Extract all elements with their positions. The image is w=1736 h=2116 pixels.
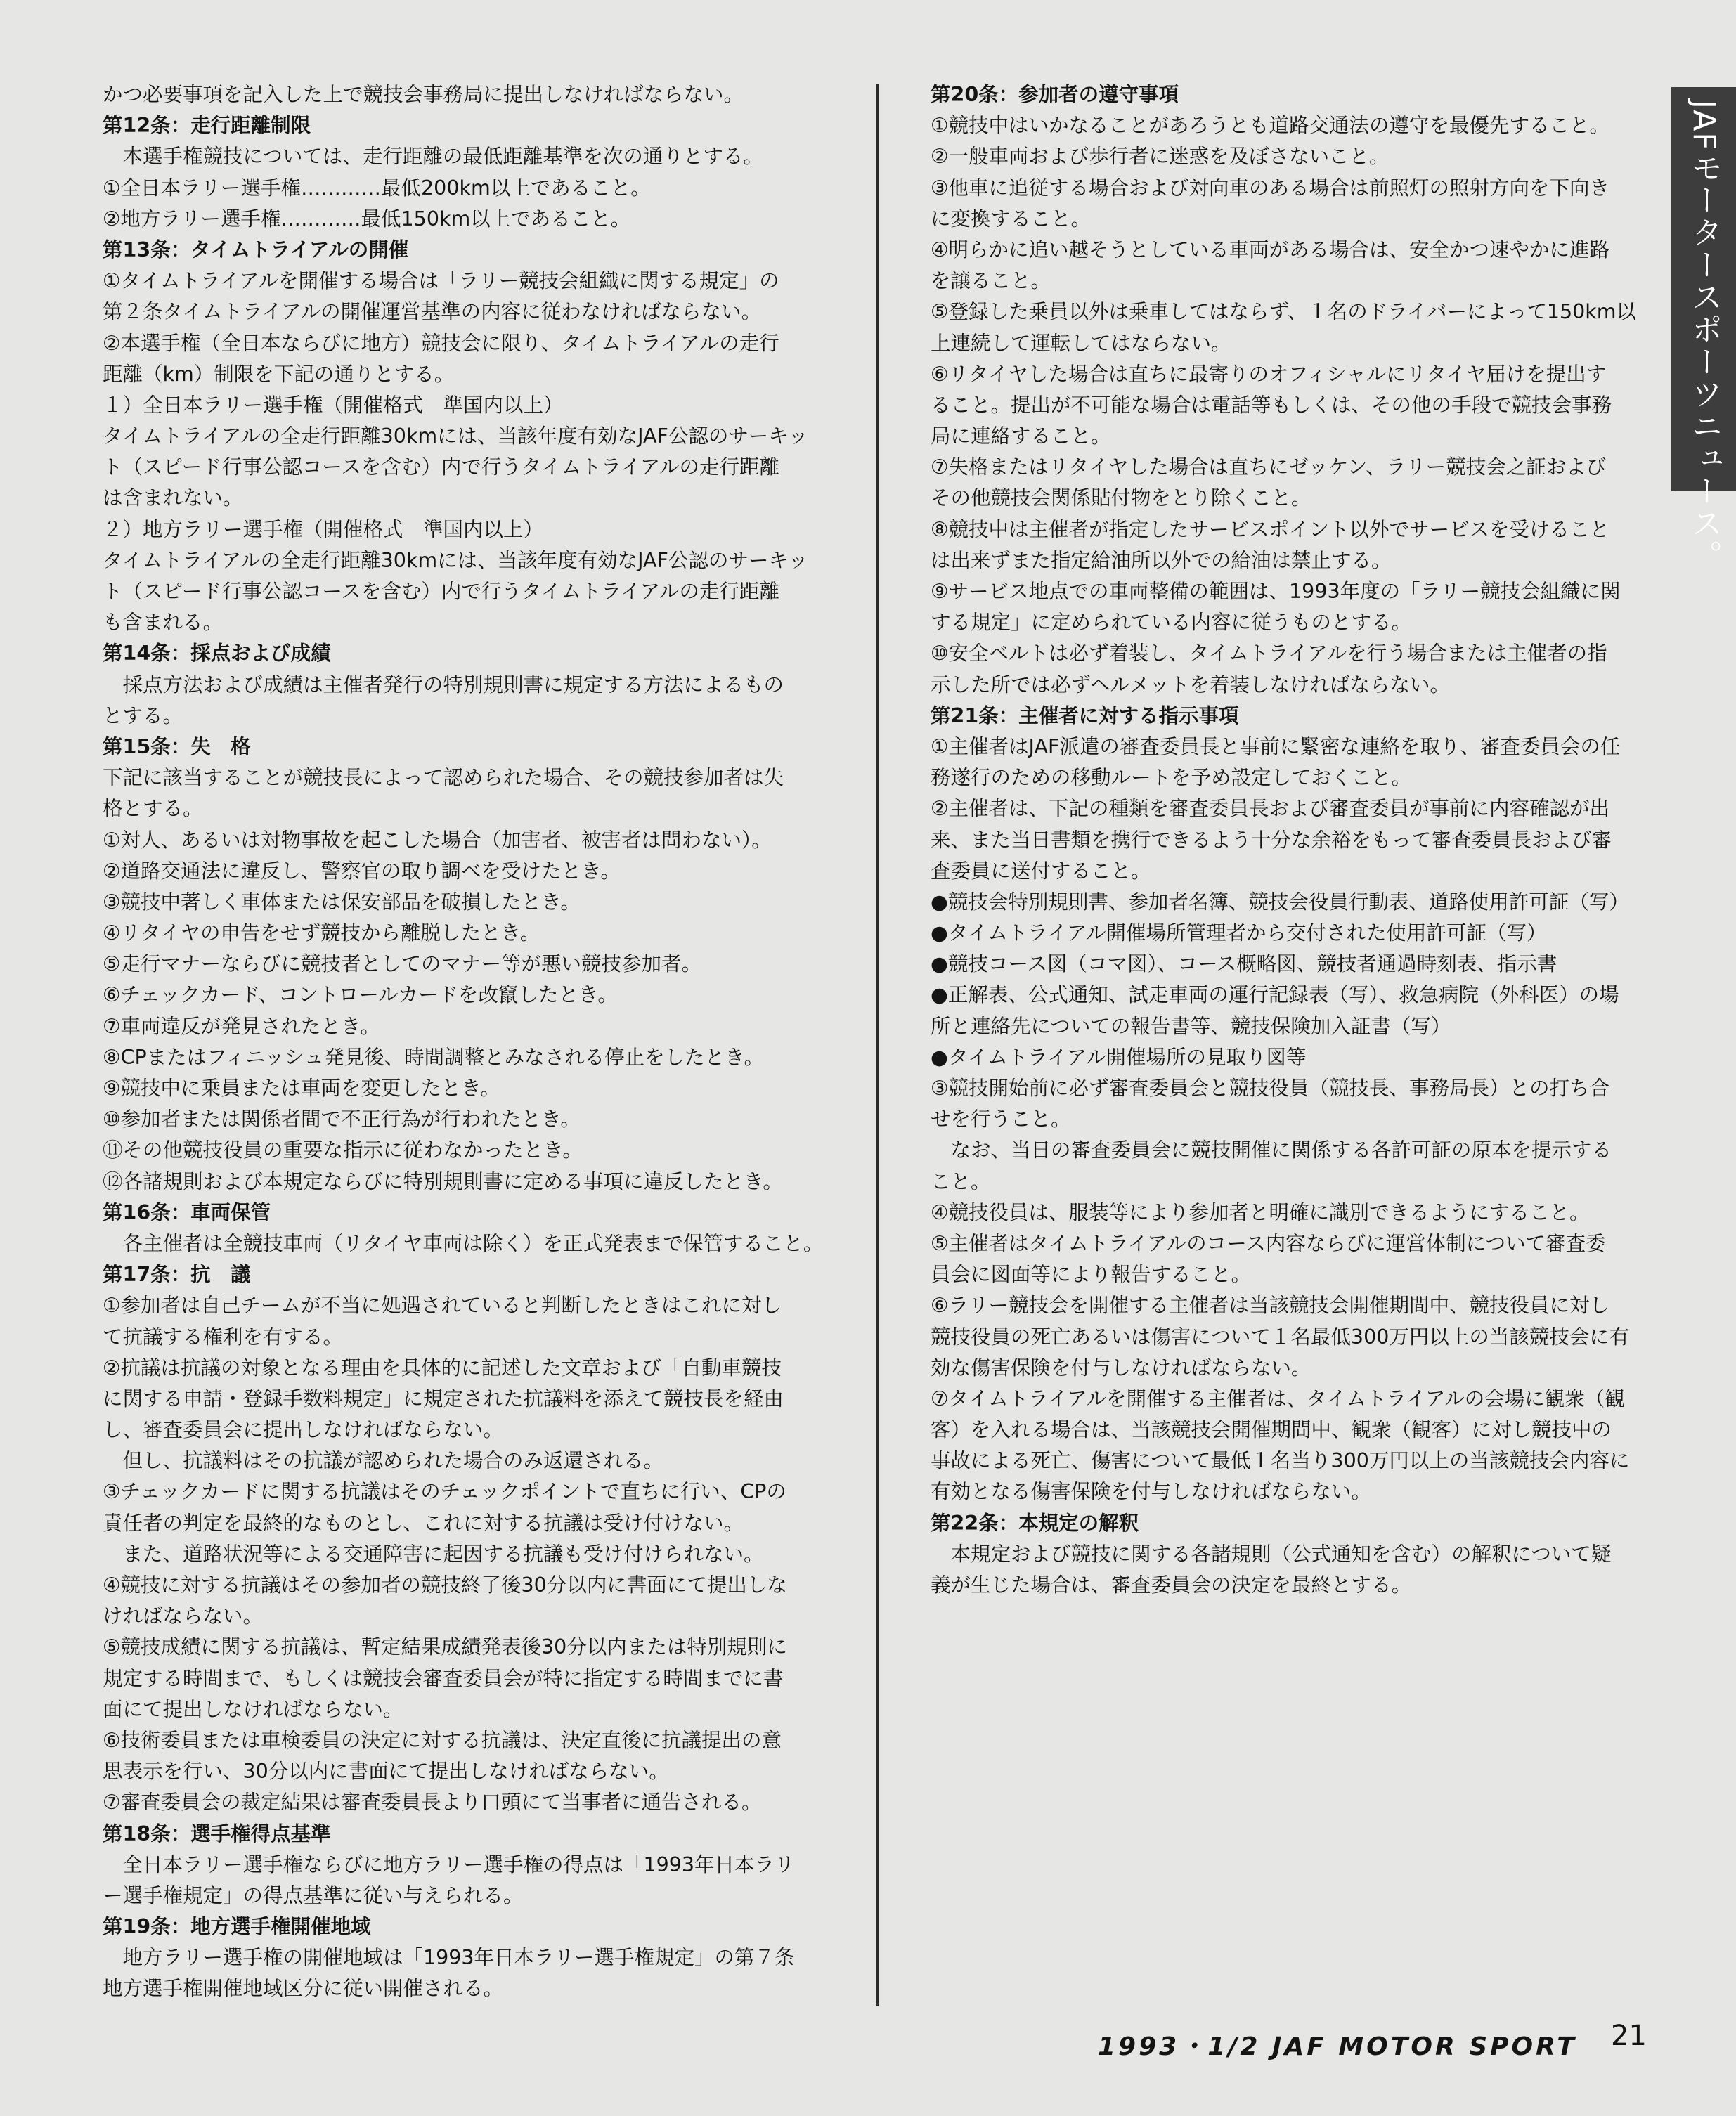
text-line: ③競技中著しく車体または保安部品を破損したとき。: [103, 890, 581, 914]
text-line: 本規定および競技に関する各諸規則（公式通知を含む）の解釈について疑: [931, 1542, 1612, 1566]
right-column: [931, 79, 1636, 1601]
text-line: する規定」に定められている内容に従うものとする。: [931, 611, 1412, 635]
text-line: せを行うこと。: [931, 1108, 1071, 1131]
text-line: ⑦審査委員会の裁定結果は審査委員長より口頭にて当事者に通告される。: [103, 1791, 762, 1815]
text-line: ければならない。: [103, 1604, 264, 1628]
text-line: ること。提出が不可能な場合は電話等もしくは、その他の手段で競技会事務: [931, 393, 1612, 417]
left-column: [103, 79, 824, 2005]
text-line: ②道路交通法に違反し、警察官の取り調べを受けたとき。: [103, 859, 621, 883]
text-line: 事故による死亡、傷害について最低１名当り300万円以上の当該競技会内容に: [931, 1449, 1630, 1473]
text-line: 格とする。: [103, 797, 203, 821]
text-line: また、道路状況等による交通障害に起因する抗議も受け付けられない。: [103, 1542, 764, 1566]
text-line: ④競技役員は、服装等により参加者と明確に識別できるようにすること。: [931, 1200, 1590, 1224]
text-line: ●競技コース図（コマ図）、コース概略図、競技者通過時刻表、指示書: [931, 952, 1557, 976]
page-number: 21: [1611, 2020, 1647, 2052]
text-line: ⑤走行マナーならびに競技者としてのマナー等が悪い競技参加者。: [103, 952, 702, 976]
text-line: １）全日本ラリー選手権（開催格式 準国内以上）: [103, 393, 564, 417]
text-line: 局に連絡すること。: [931, 424, 1111, 448]
text-line: 査委員に送付すること。: [931, 859, 1151, 883]
text-line: ⑪その他競技役員の重要な指示に従わなかったとき。: [103, 1138, 583, 1162]
text-line: 思表示を行い、30分以内に書面にて提出しなければならない。: [103, 1760, 669, 1784]
text-line: ①競技中はいかなることがあろうとも道路交通法の遵守を最優先すること。: [931, 114, 1610, 138]
text-line: ト（スピード行事公認コースを含む）内で行うタイムトライアルの走行距離: [103, 580, 780, 603]
text-line: ⑦タイムトライアルを開催する主催者は、タイムトライアルの会場に観衆（観: [931, 1387, 1625, 1410]
text-line: ⑨競技中に乗員または車両を変更したとき。: [103, 1077, 500, 1100]
text-line: ③他車に追従する場合および対向車のある場合は前照灯の照射方向を下向き: [931, 176, 1610, 200]
text-line: を譲ること。: [931, 269, 1051, 293]
text-line: ⑤登録した乗員以外は乗車してはならず、１名のドライバーによって150km以: [931, 300, 1637, 324]
text-line: 義が生じた場合は、審査委員会の決定を最終とする。: [931, 1573, 1412, 1597]
text-line: ⑨サービス地点での車両整備の範囲は、1993年度の「ラリー競技会組織に関: [931, 580, 1621, 603]
text-line: 員会に図面等により報告すること。: [931, 1263, 1252, 1287]
text-line: 下記に該当することが競技長によって認められた場合、その競技参加者は失: [103, 766, 784, 790]
text-line: ⑧CPまたはフィニッシュ発見後、時間調整とみなされる停止をしたとき。: [103, 1045, 765, 1069]
text-line: 地方ラリー選手権の開催地域は「1993年日本ラリー選手権規定」の第７条: [103, 1946, 795, 1970]
text-line: ②主催者は、下記の種類を審査委員長および審査委員が事前に内容確認が出: [931, 797, 1610, 821]
text-line: 面にて提出しなければならない。: [103, 1697, 403, 1721]
text-line: 責任者の判定を最終的なものとし、これに対する抗議は受け付けない。: [103, 1511, 744, 1535]
text-line: とする。: [103, 703, 183, 727]
text-line: 但し、抗議料はその抗議が認められた場合のみ返還される。: [103, 1449, 664, 1473]
article-heading: 第20条：参加者の遵守事項: [931, 83, 1179, 106]
text-line: ②一般車両および歩行者に迷惑を及ぼさないこと。: [931, 145, 1390, 169]
section-tab: [1671, 87, 1736, 572]
text-line: 第２条タイムトライアルの開催運営基準の内容に従わなければならない。: [103, 300, 762, 324]
text-line: ④明らかに追い越そうとしている車両がある場合は、安全かつ速やかに進路: [931, 238, 1610, 261]
article-heading: 第19条：地方選手権開催地域: [103, 1915, 371, 1939]
text-line: ⑩参加者または関係者間で不正行為が行われたとき。: [103, 1108, 581, 1131]
text-line: ①全日本ラリー選手権…………最低200km以上であること。: [103, 176, 651, 200]
text-line: ⑥リタイヤした場合は直ちに最寄りのオフィシャルにリタイヤ届けを提出す: [931, 362, 1607, 386]
text-line: 有効となる傷害保険を付与しなければならない。: [931, 1480, 1372, 1504]
text-line: ⑦車両違反が発見されたとき。: [103, 1014, 380, 1038]
text-line: 所と連絡先についての報告書等、競技保険加入証書（写）: [931, 1014, 1451, 1038]
text-line: 距離（km）制限を下記の通りとする。: [103, 362, 455, 386]
article-heading: 第15条：失 格: [103, 734, 251, 758]
text-line: 地方選手権開催地域区分に従い開催される。: [103, 1977, 504, 2001]
text-line: タイムトライアルの全走行距離30kmには、当該年度有効なJAF公認のサーキッ: [103, 424, 808, 448]
text-line: は含まれない。: [103, 486, 243, 510]
text-line: ●タイムトライアル開催場所の見取り図等: [931, 1045, 1307, 1069]
text-line: その他競技会関係貼付物をとり除くこと。: [931, 486, 1311, 510]
text-line: ①参加者は自己チームが不当に処遇されていると判断したときはこれに対し: [103, 1294, 782, 1318]
article-heading: 第12条：走行距離制限: [103, 114, 311, 138]
text-line: ①主催者はJAF派遣の審査委員長と事前に緊密な連絡を取り、審査委員会の任: [931, 734, 1621, 758]
text-line: ー選手権規定」の得点基準に従い与えられる。: [103, 1883, 524, 1907]
text-line: こと。: [931, 1169, 991, 1193]
text-line: に関する申請・登録手数料規定」に規定された抗議料を添えて競技長を経由: [103, 1387, 784, 1410]
text-line: ③チェックカードに関する抗議はそのチェックポイントで直ちに行い、CPの: [103, 1480, 786, 1504]
text-line: 採点方法および成績は主催者発行の特別規則書に規定する方法によるもの: [103, 673, 784, 696]
text-line: ⑤主催者はタイムトライアルのコース内容ならびに運営体制について審査委: [931, 1231, 1606, 1255]
text-line: 務遂行のための移動ルートを予め設定しておくこと。: [931, 766, 1412, 790]
text-line: ⑧競技中は主催者が指定したサービスポイント以外でサービスを受けること: [931, 517, 1610, 541]
text-line: に変換すること。: [931, 207, 1092, 231]
text-line: 本選手権競技については、走行距離の最低距離基準を次の通りとする。: [103, 145, 763, 169]
text-line: ⑫各諸規則および本規定ならびに特別規則書に定める事項に違反したとき。: [103, 1169, 783, 1193]
text-line: ①対人、あるいは対物事故を起こした場合（加害者、被害者は問わない）。: [103, 828, 772, 852]
text-line: て抗議する権利を有する。: [103, 1325, 344, 1349]
text-line: タイムトライアルの全走行距離30kmには、当該年度有効なJAF公認のサーキッ: [103, 548, 808, 572]
text-line: ④リタイヤの申告をせず競技から離脱したとき。: [103, 921, 540, 945]
text-line: ト（スピード行事公認コースを含む）内で行うタイムトライアルの走行距離: [103, 455, 780, 479]
column-divider: [876, 84, 879, 2006]
text-line: 客）を入れる場合は、当該競技会開催期間中、観衆（観客）に対し競技中の: [931, 1418, 1612, 1442]
text-line: ⑥チェックカード、コントロールカードを改竄したとき。: [103, 983, 618, 1007]
text-line: ②抗議は抗議の対象となる理由を具体的に記述した文章および「自動車競技: [103, 1356, 782, 1380]
text-line: ②本選手権（全日本ならびに地方）競技会に限り、タイムトライアルの走行: [103, 331, 779, 355]
section-tab-label: JAFモータースポーツニュース。: [1686, 100, 1722, 572]
text-line: ④競技に対する抗議はその参加者の競技終了後30分以内に書面にて提出しな: [103, 1573, 787, 1597]
text-line: 各主催者は全競技車両（リタイヤ車両は除く）を正式発表まで保管すること。: [103, 1231, 824, 1255]
text-line: 来、また当日書類を携行できるよう十分な余裕をもって審査委員長および審: [931, 828, 1612, 852]
article-heading: 第18条：選手権得点基準: [103, 1822, 331, 1845]
text-line: し、審査委員会に提出しなければならない。: [103, 1418, 504, 1442]
article-heading: 第13条：タイムトライアルの開催: [103, 238, 409, 261]
text-line: も含まれる。: [103, 611, 224, 635]
text-line: ①タイムトライアルを開催する場合は「ラリー競技会組織に関する規定」の: [103, 269, 779, 293]
text-line: ⑤競技成績に関する抗議は、暫定結果成績発表後30分以内または特別規則に: [103, 1635, 787, 1659]
text-line: ●競技会特別規則書、参加者名簿、競技会役員行動表、道路使用許可証（写）: [931, 890, 1629, 914]
text-line: は出来ずまた指定給油所以外での給油は禁止する。: [931, 548, 1392, 572]
text-line: ⑥ラリー競技会を開催する主催者は当該競技会開催期間中、競技役員に対し: [931, 1294, 1610, 1318]
text-line: 効な傷害保険を付与しなければならない。: [931, 1356, 1311, 1380]
text-line: ②地方ラリー選手権…………最低150km以上であること。: [103, 207, 631, 231]
text-line: ●タイムトライアル開催場所管理者から交付された使用許可証（写）: [931, 921, 1547, 945]
text-line: 競技役員の死亡あるいは傷害について１名最低300万円以上の当該競技会に有: [931, 1325, 1630, 1349]
text-line: かつ必要事項を記入した上で競技会事務局に提出しなければならない。: [103, 83, 744, 106]
text-line: ●正解表、公式通知、試走車両の運行記録表（写）、救急病院（外科医）の場: [931, 983, 1619, 1007]
text-line: ⑦失格またはリタイヤした場合は直ちにゼッケン、ラリー競技会之証および: [931, 455, 1607, 479]
text-line: 示した所では必ずヘルメットを着装しなければならない。: [931, 673, 1451, 696]
text-line: なお、当日の審査委員会に競技開催に関係する各許可証の原本を提示する: [931, 1138, 1612, 1162]
text-line: ③競技開始前に必ず審査委員会と競技役員（競技長、事務局長）との打ち合: [931, 1077, 1610, 1100]
article-heading: 第14条：採点および成績: [103, 642, 331, 666]
text-line: ⑥技術委員または車検委員の決定に対する抗議は、決定直後に抗議提出の意: [103, 1728, 782, 1752]
text-line: 規定する時間まで、もしくは競技会審査委員会が特に指定する時間までに書: [103, 1666, 784, 1690]
text-line: ⑩安全ベルトは必ず着装し、タイムトライアルを行う場合または主催者の指: [931, 642, 1607, 666]
publication-footer: 1993・1/2 JAF MOTOR SPORT: [1098, 2032, 1577, 2061]
article-heading: 第17条：抗 議: [103, 1263, 251, 1287]
text-line: 全日本ラリー選手権ならびに地方ラリー選手権の得点は「1993年日本ラリ: [103, 1852, 795, 1876]
article-heading: 第16条：車両保管: [103, 1200, 271, 1224]
article-heading: 第21条：主催者に対する指示事項: [931, 703, 1239, 727]
text-line: 上連続して運転してはならない。: [931, 331, 1231, 355]
text-line: ２）地方ラリー選手権（開催格式 準国内以上）: [103, 517, 544, 541]
article-heading: 第22条：本規定の解釈: [931, 1511, 1139, 1535]
